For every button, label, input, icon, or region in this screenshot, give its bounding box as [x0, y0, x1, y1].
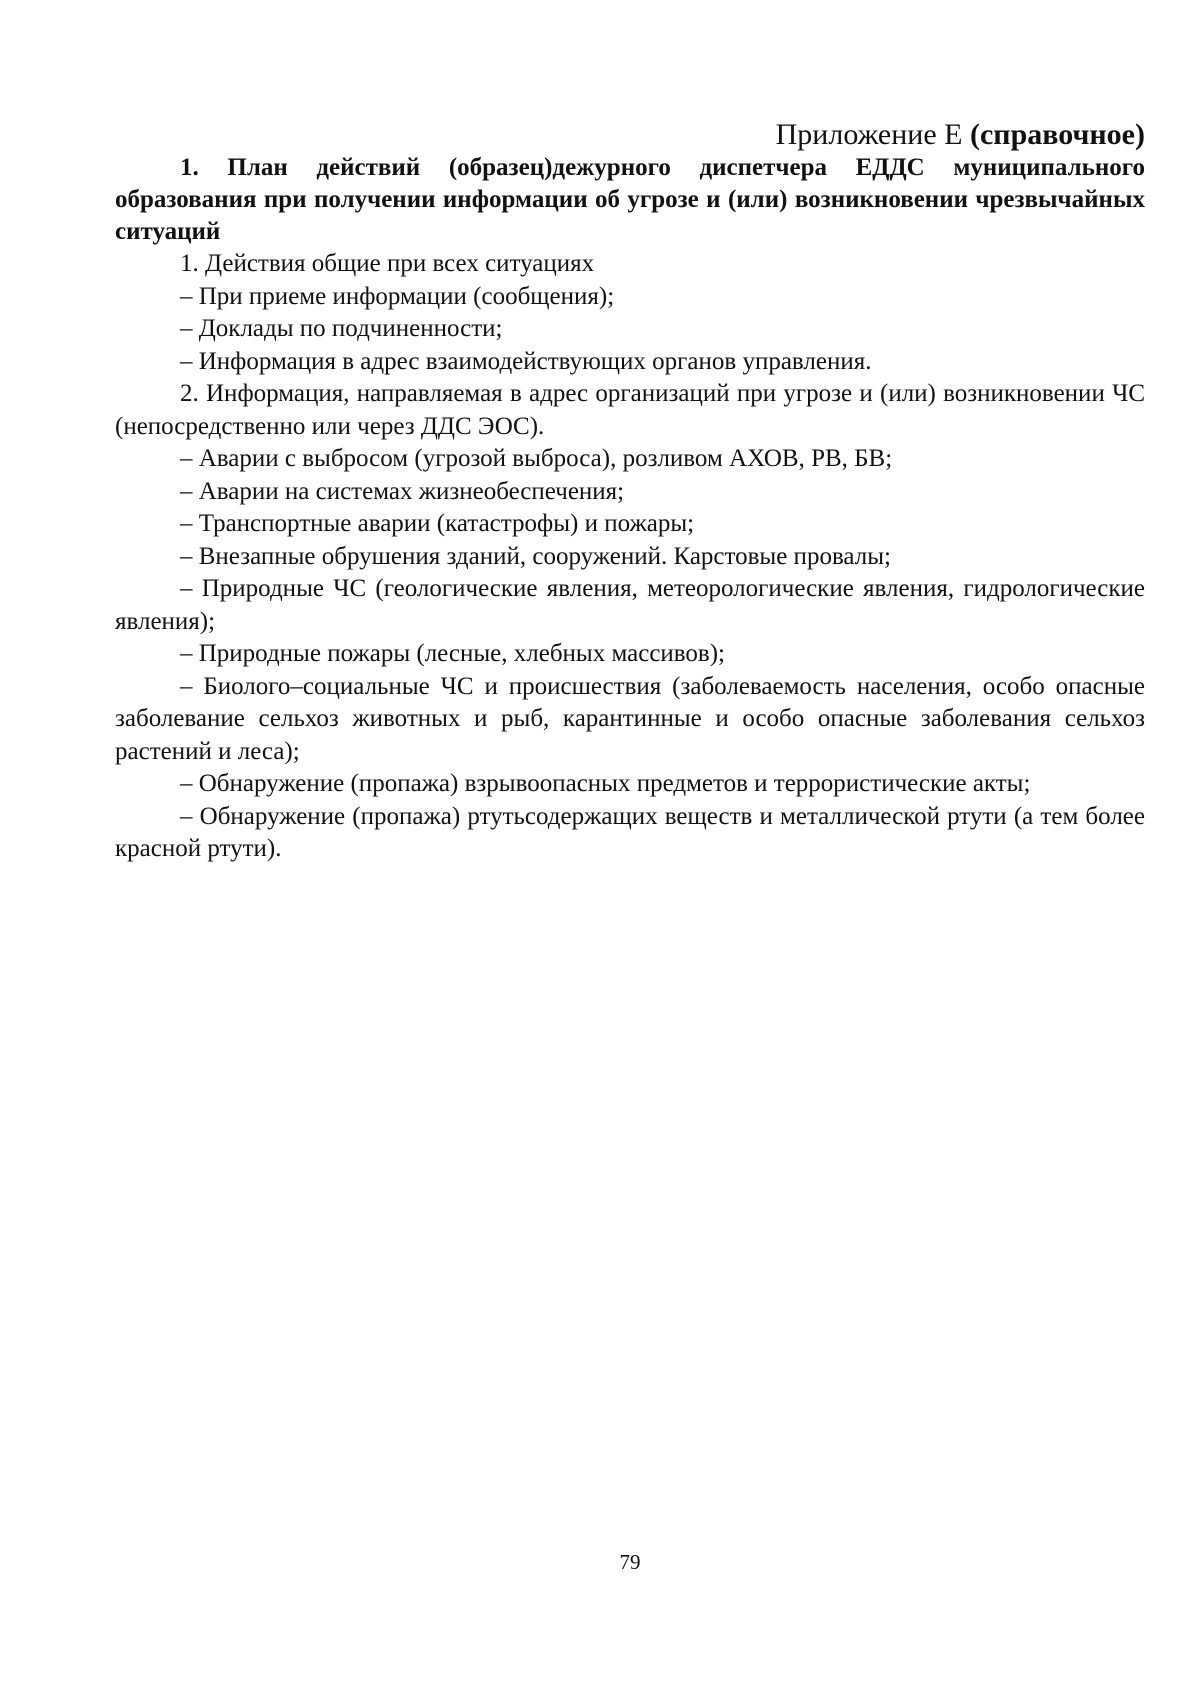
list-item-transport-accidents: – Транспортные аварии (катастрофы) и пожары; [180, 510, 695, 537]
document-page [115, 118, 1145, 866]
list-item-reports: – Доклады по подчиненности; [180, 315, 503, 342]
list-item-natural-emergencies: – Природные ЧС (геологические явления, метеорологические явления, гидрологические явления); [115, 575, 1145, 635]
list-item-building-collapse: – Внезапные обрушения зданий, сооружений. Карстовые провалы; [180, 542, 891, 570]
list-item-biosocial-emergencies: – Биолого–социальные ЧС и происшествия (заболеваемость населения, особо опасные заболевание сельхоз животных и рыб, карантинные и особо опасные заболевания сельхоз растений и леса); [115, 672, 1145, 765]
list-item-explosives: – Обнаружение (пропажа) взрывоопасных предметов и террористические акты; [180, 770, 1031, 797]
paragraph-general-actions: 1. Действия общие при всех ситуациях [180, 250, 595, 277]
paragraph-info-to-organizations: 2. Информация, направляемая в адрес организаций при угрозе и (или) возникновении ЧС (непосредственно или через ДДС ЭОС). [115, 380, 1145, 440]
list-item-chemical-release: – Аварии с выбросом (угрозой выброса), розливом АХОВ, РВ, БВ; [180, 445, 893, 472]
appendix-type: (справочное) [969, 118, 1145, 151]
page-number: 79 [619, 1550, 641, 1574]
list-item-receiving-info: – При приеме информации (сообщения); [180, 282, 615, 310]
section-title: 1. План действий (образец)дежурного диспетчера ЕДДС муниципального образования при получении информации об угрозе и (или) возникновении чрезвычайных ситуаций [115, 154, 1145, 245]
list-item-wildfires: – Природные пожары (лесные, хлебных массивов); [180, 640, 726, 667]
appendix-heading [115, 118, 1145, 152]
appendix-label: Приложение Е [775, 118, 963, 151]
list-item-interacting-bodies: – Информация в адрес взаимодействующих органов управления. [180, 347, 872, 375]
list-item-mercury: – Обнаружение (пропажа) ртутьсодержащих веществ и металлической ртути (а тем более красной ртути). [115, 802, 1145, 862]
list-item-life-support-accidents: – Аварии на системах жизнеобеспечения; [180, 477, 625, 505]
